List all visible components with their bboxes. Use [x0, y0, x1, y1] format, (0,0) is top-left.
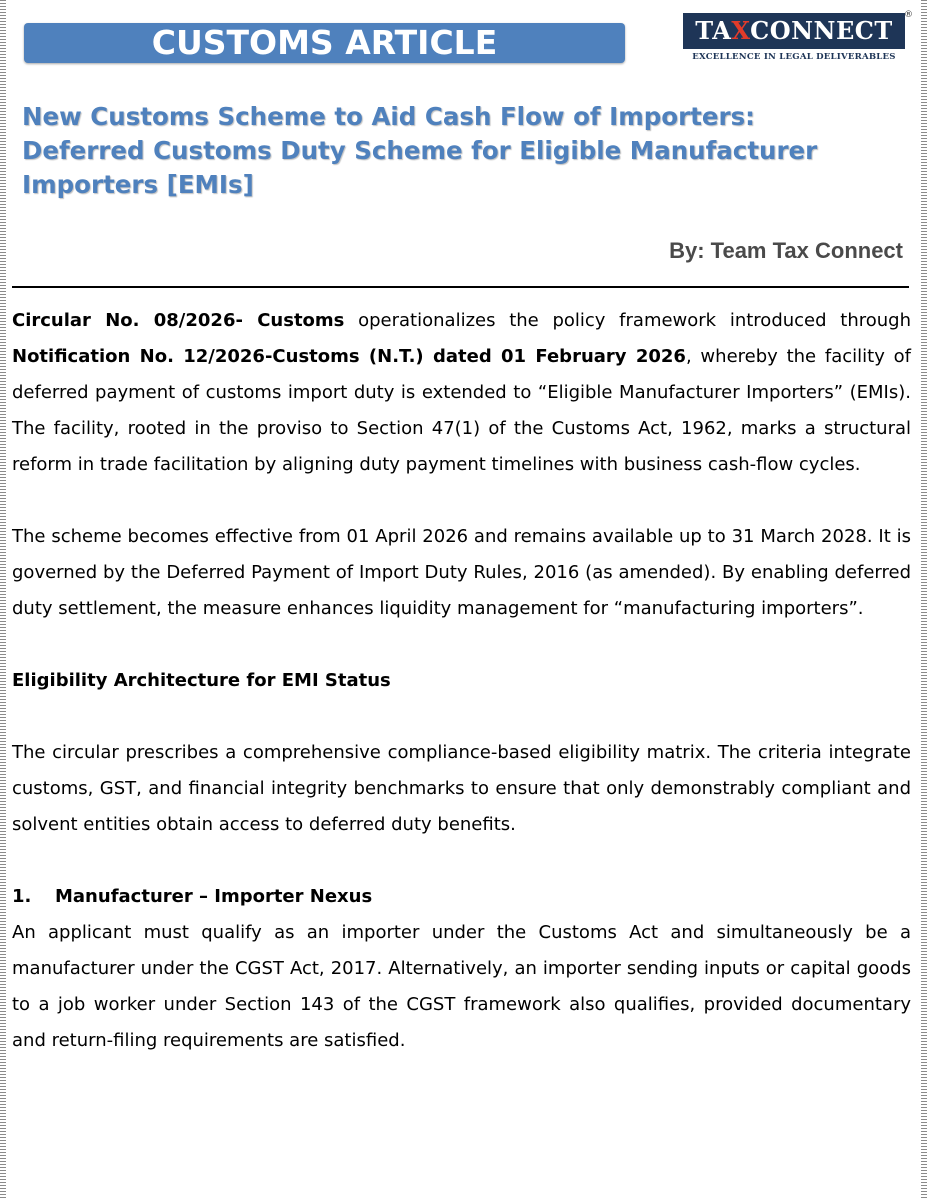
- customs-article-banner: CUSTOMS ARTICLE: [24, 23, 625, 63]
- header-divider: [12, 286, 909, 288]
- logo-tagline: EXCELLENCE IN LEGAL DELIVERABLES: [692, 52, 896, 62]
- article-byline: By: Team Tax Connect: [669, 238, 903, 263]
- item-1-title: Manufacturer – Importer Nexus: [55, 886, 373, 907]
- effective-date-paragraph: The scheme becomes effective from 01 April 2026 and remains available up to 31 March 2028. It is governed by the Deferred Payment of Import Duty Rules, 2016 (as amended). By enabling deferred duty settlement, the measure enhances liquidity management for “manufacturing importers”.: [12, 526, 911, 619]
- intro-paragraph: [12, 303, 911, 483]
- intro-text-2: , whereby the facility of deferred payment of customs import duty is extended to “Eligible Manufacturer Importers” (EMIs). The facility, rooted in the proviso to Section 47(1) of the Customs Act, 1962, marks a structural reform in trade facilitation by aligning duty payment timelines with business cash-flow cycles.: [12, 346, 911, 475]
- logo-part-connect: CONNECT: [750, 16, 893, 45]
- item-1-number: 1.: [12, 886, 32, 907]
- left-page-border: [0, 0, 6, 1200]
- item-1-paragraph: An applicant must qualify as an importer under the Customs Act and simultaneously be a manufacturer under the CGST Act, 2017. Alternatively, an importer sending inputs or capital goods to a job worker under Section 143 of the CGST framework also qualifies, provided documentary and return-filing requirements are satisfied.: [12, 922, 911, 1051]
- logo-part-ta: TA: [695, 16, 732, 45]
- eligibility-paragraph: The circular prescribes a comprehensive compliance-based eligibility matrix. The criteria integrate customs, GST, and financial integrity benchmarks to ensure that only demonstrably compliant and solvent entities obtain access to deferred duty benefits.: [12, 742, 911, 835]
- eligibility-heading: Eligibility Architecture for EMI Status: [12, 670, 391, 691]
- right-page-border: [921, 0, 927, 1200]
- registered-mark: ®: [904, 10, 913, 20]
- logo-part-x: X: [731, 16, 751, 45]
- intro-text-1: operationalizes the policy framework introduced through: [344, 310, 912, 331]
- logo-wordmark: [683, 13, 905, 49]
- notification-reference: Notification No. 12/2026-Customs (N.T.) dated 01 February 2026: [12, 346, 686, 367]
- circular-reference: Circular No. 08/2026- Customs: [12, 310, 345, 331]
- article-body: [12, 303, 911, 1059]
- item-1-heading: [12, 879, 911, 915]
- article-title: New Customs Scheme to Aid Cash Flow of Importers: Deferred Customs Duty Scheme for Eligible Manufacturer Importers [EMIs]: [22, 102, 818, 199]
- taxconnect-logo: [683, 10, 913, 65]
